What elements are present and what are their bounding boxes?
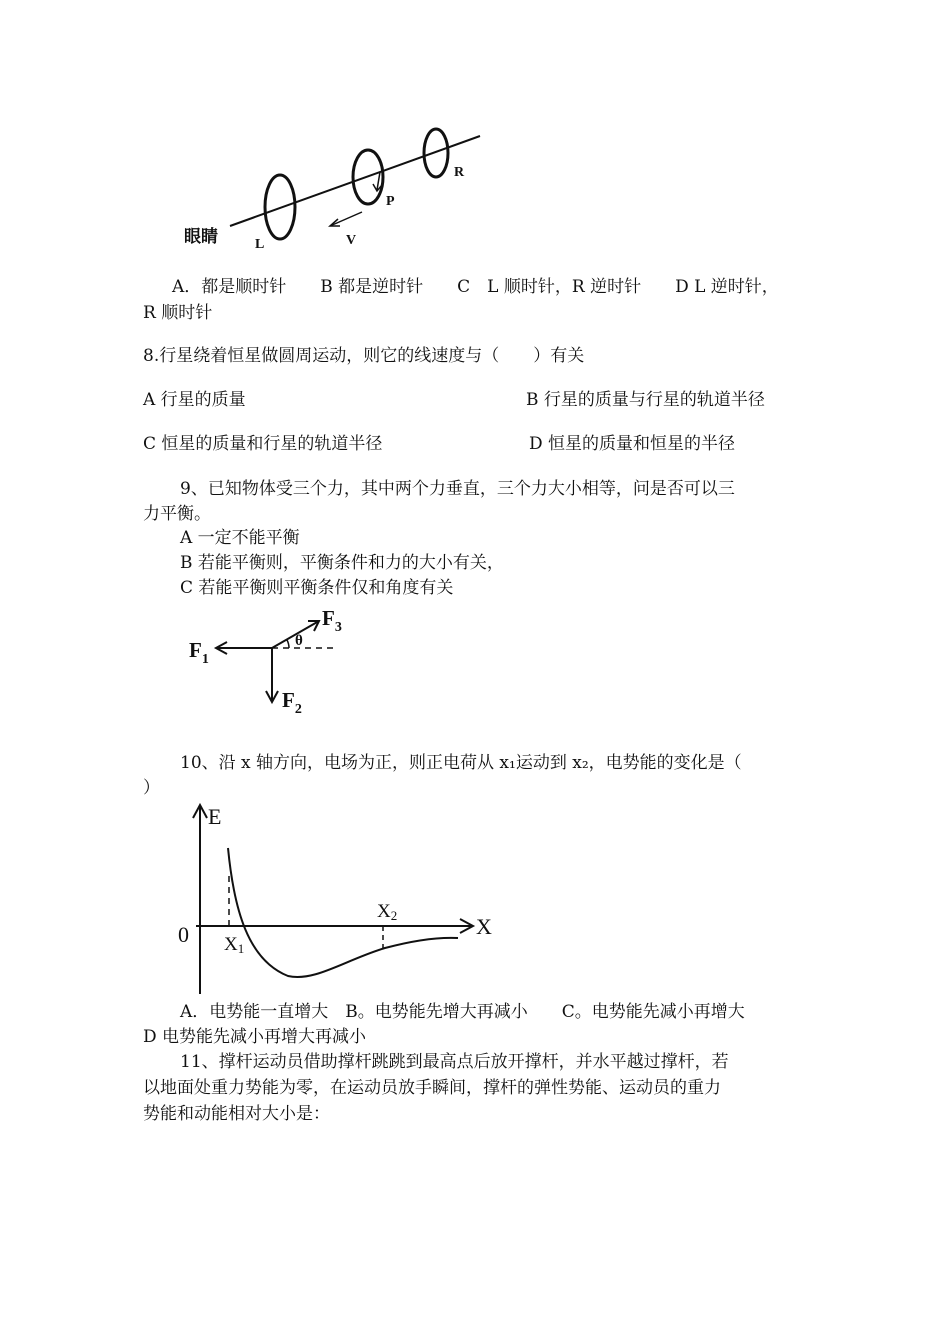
q8-option-d: D 恒星的质量和恒星的半径	[529, 434, 736, 454]
q8-stem: 8.行星绕着恒星做圆周运动，则它的线速度与（ ）有关	[143, 346, 585, 366]
q11-line3: 势能和动能相对大小是：	[143, 1104, 330, 1124]
q11-line2: 以地面处重力势能为零，在运动员放手瞬间，撑杆的弹性势能、运动员的重力	[143, 1078, 721, 1098]
q8-option-a: A 行星的质量	[143, 390, 246, 410]
q10-options-line1: A．电势能一直增大 B。电势能先增大再减小 C。电势能先减小再增大	[180, 1002, 745, 1022]
ring-l-label: L	[255, 237, 265, 252]
q8-option-c: C 恒星的质量和行星的轨道半径	[143, 434, 383, 454]
rings-figure	[180, 120, 500, 260]
velocity-arrow	[330, 212, 362, 226]
forces-figure	[185, 605, 365, 720]
x-axis-label: X	[476, 914, 492, 939]
q10-stem-line2: ）	[143, 778, 160, 798]
ring-r	[424, 129, 448, 177]
q9-stem-line2: 力平衡。	[143, 504, 211, 524]
q9-option-c: C 若能平衡则平衡条件仅和角度有关	[180, 578, 454, 598]
field-graph	[170, 800, 510, 1000]
angle-arc	[287, 640, 289, 648]
theta-label: θ	[295, 633, 303, 649]
f1-label: $F_1$	[189, 638, 209, 667]
q10-stem-line1: 10、沿 x 轴方向，电场为正，则正电荷从 x₁运动到 x₂，电势能的变化是（	[180, 753, 742, 773]
q7-options-line2: R 顺时针	[143, 303, 213, 323]
f2-label: $F_2$	[282, 688, 302, 717]
e-axis-label: E	[208, 804, 222, 829]
q9-stem-line1: 9、已知物体受三个力，其中两个力垂直，三个力大小相等，问是否可以三	[180, 479, 735, 499]
q10-options-line2: D 电势能先减小再增大再减小	[143, 1027, 367, 1047]
x1-label: X1	[224, 934, 245, 956]
q8-option-b: B 行星的质量与行星的轨道半径	[526, 390, 765, 410]
eye-label: 眼睛	[184, 227, 218, 246]
x2-label: X2	[377, 901, 398, 923]
origin-label: 0	[178, 922, 189, 947]
axis-line	[230, 136, 480, 226]
q11-line1: 11、撑杆运动员借助撑杆跳跳到最高点后放开撑杆，并水平越过撑杆，若	[180, 1052, 729, 1072]
q7-options-line1: A．都是顺时针 B 都是逆时针 C L 顺时针，R 逆时针 D L 逆时针，	[172, 277, 779, 297]
ring-p-label: P	[386, 194, 395, 209]
q9-option-b: B 若能平衡则，平衡条件和力的大小有关，	[180, 553, 504, 573]
f3-label: $F_3$	[322, 606, 342, 635]
field-curve	[228, 848, 458, 977]
velocity-label: V	[346, 233, 357, 248]
q9-option-a: A 一定不能平衡	[180, 528, 300, 548]
ring-r-label: R	[454, 165, 465, 180]
